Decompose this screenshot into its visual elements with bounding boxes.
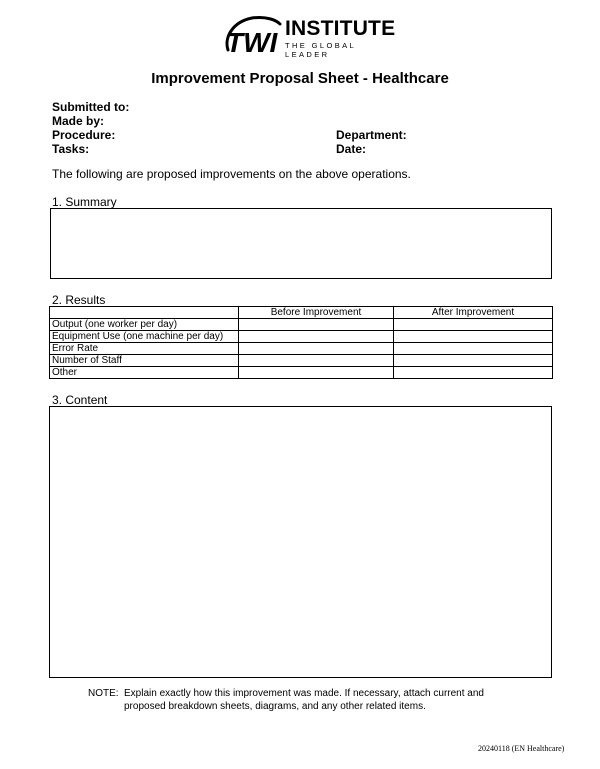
- table-row: [50, 367, 553, 379]
- cell-before[interactable]: [239, 319, 394, 331]
- cell-after[interactable]: [394, 355, 553, 367]
- results-header-after: After Improvement: [394, 307, 553, 319]
- page-title: Improvement Proposal Sheet - Healthcare: [151, 70, 449, 87]
- summary-box[interactable]: [50, 208, 552, 279]
- tasks-label: Tasks:: [52, 142, 90, 156]
- cell-after[interactable]: [394, 319, 553, 331]
- cell-before[interactable]: [239, 343, 394, 355]
- summary-heading: 1. Summary: [52, 195, 117, 209]
- twi-logo-mark: [222, 14, 284, 58]
- logo-wordmark: [285, 18, 395, 59]
- cell-before[interactable]: [239, 331, 394, 343]
- row-label-number-of-staff: Number of Staff: [50, 355, 239, 367]
- logo-name: INSTITUTE: [285, 17, 396, 40]
- results-heading: 2. Results: [52, 293, 106, 307]
- made-by-label: Made by:: [52, 114, 105, 128]
- row-label-equipment-use: Equipment Use (one machine per day): [50, 331, 239, 343]
- table-row: [50, 331, 553, 343]
- twi-institute-logo: [222, 14, 396, 59]
- cell-after[interactable]: [394, 343, 553, 355]
- row-label-error-rate: Error Rate: [50, 343, 239, 355]
- row-label-other: Other: [50, 367, 239, 379]
- table-row: [50, 343, 553, 355]
- note-label: NOTE:: [88, 688, 119, 699]
- department-label: Department:: [336, 128, 407, 142]
- logo-tagline: THE GLOBAL LEADER: [285, 41, 356, 59]
- content-box[interactable]: [49, 406, 552, 678]
- logo-mark-text: TWI: [226, 27, 278, 58]
- table-row: [50, 355, 553, 367]
- results-table: [49, 306, 553, 379]
- submitted-to-label: Submitted to:: [52, 100, 130, 114]
- table-row: [50, 319, 553, 331]
- date-label: Date:: [336, 142, 367, 156]
- document-code: 20240118 (EN Healthcare): [478, 744, 565, 753]
- cell-after[interactable]: [394, 367, 553, 379]
- results-header-blank: [50, 307, 239, 319]
- content-heading: 3. Content: [52, 393, 108, 407]
- intro-text: The following are proposed improvements on the above operations.: [52, 167, 411, 181]
- procedure-label: Procedure:: [52, 128, 116, 142]
- results-header-row: [50, 307, 553, 319]
- row-label-output: Output (one worker per day): [50, 319, 239, 331]
- note-text: Explain exactly how this improvement was made. If necessary, attach current and proposed breakdown sheets, diagrams, and any other related items.: [124, 688, 484, 712]
- cell-before[interactable]: [239, 355, 394, 367]
- cell-before[interactable]: [239, 367, 394, 379]
- cell-after[interactable]: [394, 331, 553, 343]
- results-header-before: Before Improvement: [239, 307, 394, 319]
